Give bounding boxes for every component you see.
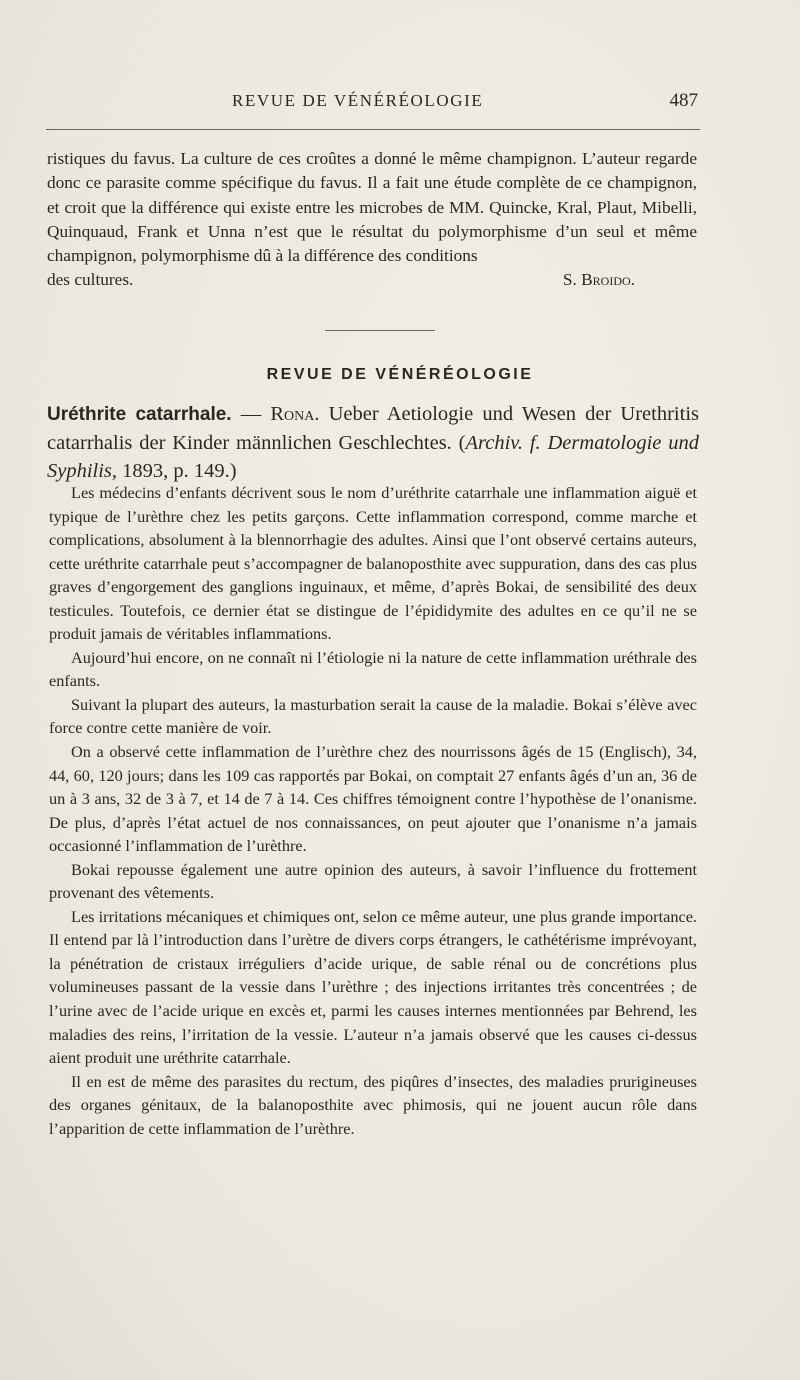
- author-signature: S. Broido.: [562, 270, 635, 290]
- article-paragraph: Bokai repousse également une autre opinion des auteurs, à savoir l’influence du frottement provenant des vêtements.: [49, 859, 697, 903]
- running-title: REVUE DE VÉNÉRÉOLOGIE: [232, 91, 484, 110]
- article-lead-title: Uréthrite catarrhale.: [47, 404, 232, 425]
- header-rule: [46, 129, 700, 130]
- article-body: [49, 481, 697, 1140]
- previous-article-last-line: des cultures.: [47, 270, 134, 290]
- article-paragraph: Il en est de même des parasites du rectum, des piqûres d’insectes, des maladies prurigineuses des organes génitaux, de la balanoposthite avec phimosis, qui ne jouent aucun rôle dans l’apparition de cette inflammation de l’urèthre.: [49, 1071, 697, 1138]
- section-separator: [325, 330, 435, 331]
- previous-article-ending: [47, 147, 697, 293]
- article-journal: Archiv. f. Dermatologie und Syphilis,: [47, 432, 699, 482]
- article-title: . Ueber Aetiologie und Wesen der Urethritis catarrhalis der Kinder männlichen Geschlechtes. (: [47, 403, 699, 454]
- article-paragraph: Aujourd’hui encore, on ne connaît ni l’étiologie ni la nature de cette inflammation uréthrale des enfants.: [49, 647, 697, 691]
- article-paragraph: Les irritations mécaniques et chimiques ont, selon ce même auteur, une plus grande importance. Il entend par là l’introduction dans l’urètre de divers corps étrangers, le cathétérisme imprévoyant, la pénétration de cristaux irréguliers d’acide urique, de sable rénal ou de concrétions plus volumineuses passant de la vessie dans l’urèthre ; des injections irritantes très concentrées ; de l’urine avec de l’acide urique en excès et, parmi les causes internes mentionnées par Behrend, les maladies des reins, l’irritation de la vessie. L’auteur n’a jamais observé que les causes ci-dessus aient produit une uréthrite catarrhale.: [49, 906, 697, 1068]
- article-paragraph: Les médecins d’enfants décrivent sous le nom d’uréthrite catarrhale une inflammation aiguë et typique de l’urèthre chez les petits garçons. Cette inflammation correspond, comme marche et complications, absolument à la blennorrhagie des adultes. Ainsi que l’ont observé certains auteurs, cette uréthrite catarrhale peut s’accompagner de balanoposthite avec suppuration, dans des cas plus graves d’engorgement des ganglions inguinaux, et même, d’après Bokai, de sensibilité des deux testicules. Toutefois, ce dernier état se distingue de l’épididymite des adultes en ce qu’il ne se produit jamais de véritables inflammations.: [49, 483, 697, 644]
- article-author: Rona: [270, 403, 315, 425]
- page-number: 487: [669, 90, 698, 111]
- page-header: [232, 90, 698, 112]
- section-title: REVUE DE VÉNÉRÉOLOGIE: [266, 366, 534, 383]
- previous-article-text: ristiques du favus. La culture de ces croûtes a donné le même champignon. L’auteur regarde donc ce parasite comme spécifique du favus. Il a fait une étude complète de ce champignon, et croit que la différence qui existe entre les microbes de MM. Quincke, Kral, Plaut, Mibelli, Quinquaud, Frank et Unna n’est que le résultat du polymorphisme d’un seul et même champignon, polymorphisme dû à la différence des conditions: [47, 149, 697, 266]
- signature-line: [47, 268, 697, 292]
- article-heading: [47, 400, 699, 485]
- article-dash: —: [231, 403, 271, 425]
- article-citation: 1893, p. 149.): [117, 460, 237, 482]
- article-paragraph: Suivant la plupart des auteurs, la masturbation serait la cause de la maladie. Bokai s’élève avec force contre cette manière de voir.: [49, 694, 697, 738]
- article-paragraph: On a observé cette inflammation de l’urèthre chez des nourrissons âgés de 15 (Englisch), 34, 44, 60, 120 jours; dans les 109 cas rapportés par Bokai, on comptait 27 enfants âgés d’un an, 36 de un à 3 ans, 32 de 3 à 7, et 14 de 7 à 14. Ces chiffres témoignent contre l’hypothèse de l’onanisme. De plus, d’après l’état actuel de nos connaissances, on peut ajouter que l’onanisme n’a jamais occasionné l’inflammation de l’urèthre.: [49, 742, 697, 856]
